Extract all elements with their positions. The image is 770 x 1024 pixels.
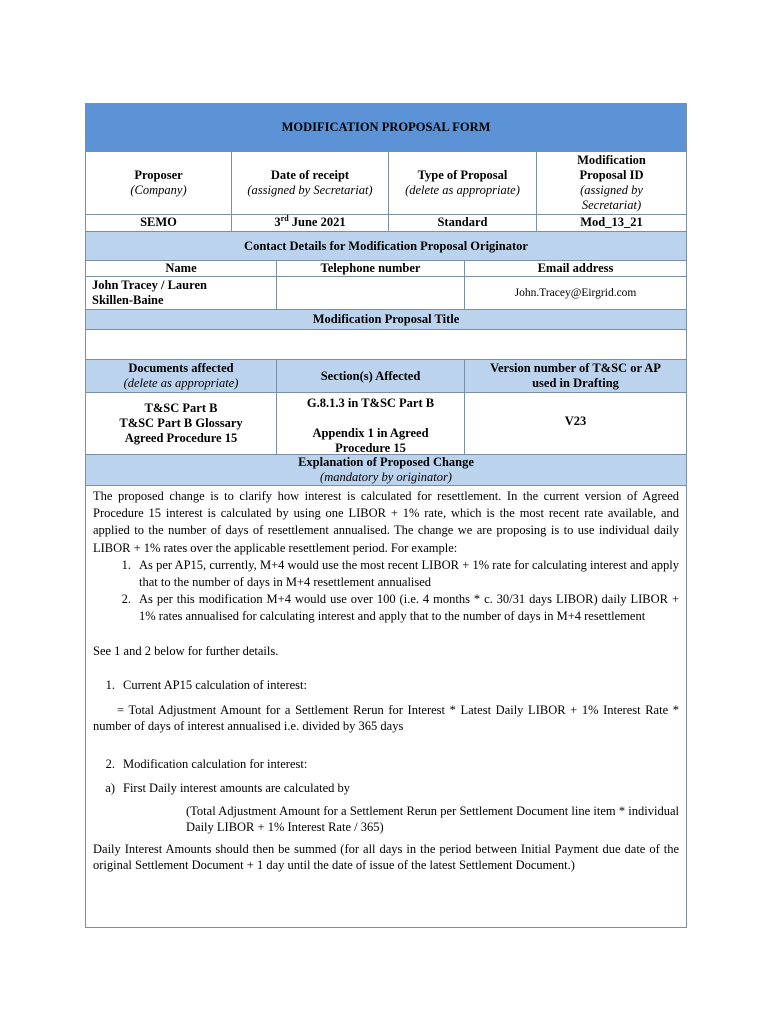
name-label: Name: [165, 261, 197, 275]
mod-id-label-2: Proposal ID: [579, 168, 644, 182]
proposal-title-heading: Modification Proposal Title: [86, 310, 686, 329]
current-formula: = Total Adjustment Amount for a Settlement Rerun for Interest * Latest Daily LIBOR + 1% Interest Rate * number of days of interest annualised i.e. divided by 365 days: [93, 703, 679, 734]
name-line-1: John Tracey / Lauren: [92, 278, 207, 292]
summation-text: Daily Interest Amounts should then be summed (for all days in the period between Initial Payment due date of the original Settlement Document + 1 day until the date of issue of the latest Settlement Document.): [93, 842, 679, 873]
date-header: [231, 152, 388, 214]
sections-affected-values: [276, 393, 464, 454]
mod-id-value: Mod_13_21: [536, 215, 686, 231]
list-text: Current AP15 calculation of interest:: [123, 677, 307, 692]
proposer-value: SEMO: [140, 215, 177, 229]
docs-affected-sub: (delete as appropriate): [123, 376, 239, 390]
date-sub: (assigned by Secretariat): [247, 183, 373, 197]
proposer-label: Proposer: [134, 168, 183, 182]
email-label: Email address: [464, 261, 686, 276]
version-header: [464, 360, 686, 392]
contact-heading: Contact Details for Modification Proposal Originator: [86, 232, 686, 260]
list-number: 1.: [121, 557, 131, 572]
list-item: [93, 756, 679, 773]
explanation-intro: The proposed change is to clarify how interest is calculated for resettlement. In the current version of Agreed Procedure 15 interest is calculated by using one LIBOR + 1% rate, which is the most recent rate available, and applied to the number of days of resettlement annualised. The change we are proposing is to use individual daily LIBOR + 1% rates over the applicable resettlement period. For example:: [93, 489, 679, 555]
explanation-heading: [86, 455, 686, 485]
name-value: [86, 277, 276, 309]
type-value: Standard: [388, 215, 536, 231]
list-number: 1.: [105, 677, 115, 692]
list-text: Modification calculation for interest:: [123, 757, 308, 772]
list-item: [93, 591, 679, 625]
see-below-text: See 1 and 2 below for further details.: [93, 643, 279, 658]
docs-affected-values: [86, 393, 276, 454]
version-value: V23: [464, 393, 686, 454]
proposer-sub: (Company): [130, 183, 187, 197]
form-title-text: MODIFICATION PROPOSAL FORM: [281, 120, 491, 134]
mod-id-sub-2: Secretariat): [581, 198, 642, 212]
list-number: a): [105, 781, 115, 796]
modification-proposal-form: [85, 103, 687, 928]
section-item: G.8.1.3 in T&SC Part B: [306, 396, 435, 410]
email-value: John.Tracey@Eirgrid.com: [464, 277, 686, 309]
date-label: Date of receipt: [270, 168, 350, 182]
list-item: [93, 557, 679, 591]
type-label: Type of Proposal: [417, 168, 508, 182]
docs-affected-label: Documents affected: [128, 361, 234, 375]
list-text: As per this modification M+4 would use over 100 (i.e. 4 months * c. 30/31 days LIBOR) daily LIBOR + 1% rates annualised for calculating interest and apply that to the number of days in M+4 resettlement: [139, 592, 679, 624]
explanation-heading-text: Explanation of Proposed Change: [298, 455, 474, 469]
doc-item: T&SC Part B Glossary: [119, 416, 243, 430]
section-item: Procedure 15: [335, 441, 406, 455]
mod-id-label-1: Modification: [577, 153, 646, 167]
explanation-body: [86, 486, 686, 927]
explanation-heading-sub: (mandatory by originator): [320, 470, 452, 484]
docs-affected-header: [86, 360, 276, 392]
name-line-2: Skillen-Baine: [92, 293, 164, 307]
section-item: Appendix 1 in Agreed: [312, 426, 429, 440]
list-number: 2.: [121, 592, 131, 607]
date-day: 3: [274, 215, 281, 229]
proposer-header: [86, 152, 231, 214]
date-value: [231, 215, 388, 231]
date-suffix: rd: [280, 213, 289, 223]
mod-id-header: [536, 152, 686, 214]
list-number: 2.: [105, 757, 115, 772]
proposal-title-value: [86, 330, 686, 359]
type-header: [388, 152, 536, 214]
list-item: [93, 677, 679, 694]
date-rest: June 2021: [288, 215, 346, 229]
doc-item: Agreed Procedure 15: [124, 431, 238, 445]
modification-formula: (Total Adjustment Amount for a Settlement Rerun per Settlement Document line item * individual Daily LIBOR + 1% Interest Rate / 365): [186, 804, 679, 835]
version-label-2: used in Drafting: [532, 376, 619, 390]
list-text: First Daily interest amounts are calculated by: [123, 781, 351, 796]
list-item: [93, 780, 679, 797]
list-text: As per AP15, currently, M+4 would use the most recent LIBOR + 1% rate for calculating interest and apply that to the number of days in M+4 resettlement annualised: [139, 557, 679, 590]
version-label-1: Version number of T&SC or AP: [490, 361, 661, 375]
mod-id-sub-1: (assigned by: [580, 183, 643, 197]
phone-value: [276, 277, 464, 309]
doc-item: T&SC Part B: [144, 401, 218, 415]
phone-label: Telephone number: [276, 261, 464, 276]
sections-affected-label: Section(s) Affected: [276, 360, 464, 392]
form-title: [86, 104, 686, 151]
type-sub: (delete as appropriate): [405, 183, 520, 197]
